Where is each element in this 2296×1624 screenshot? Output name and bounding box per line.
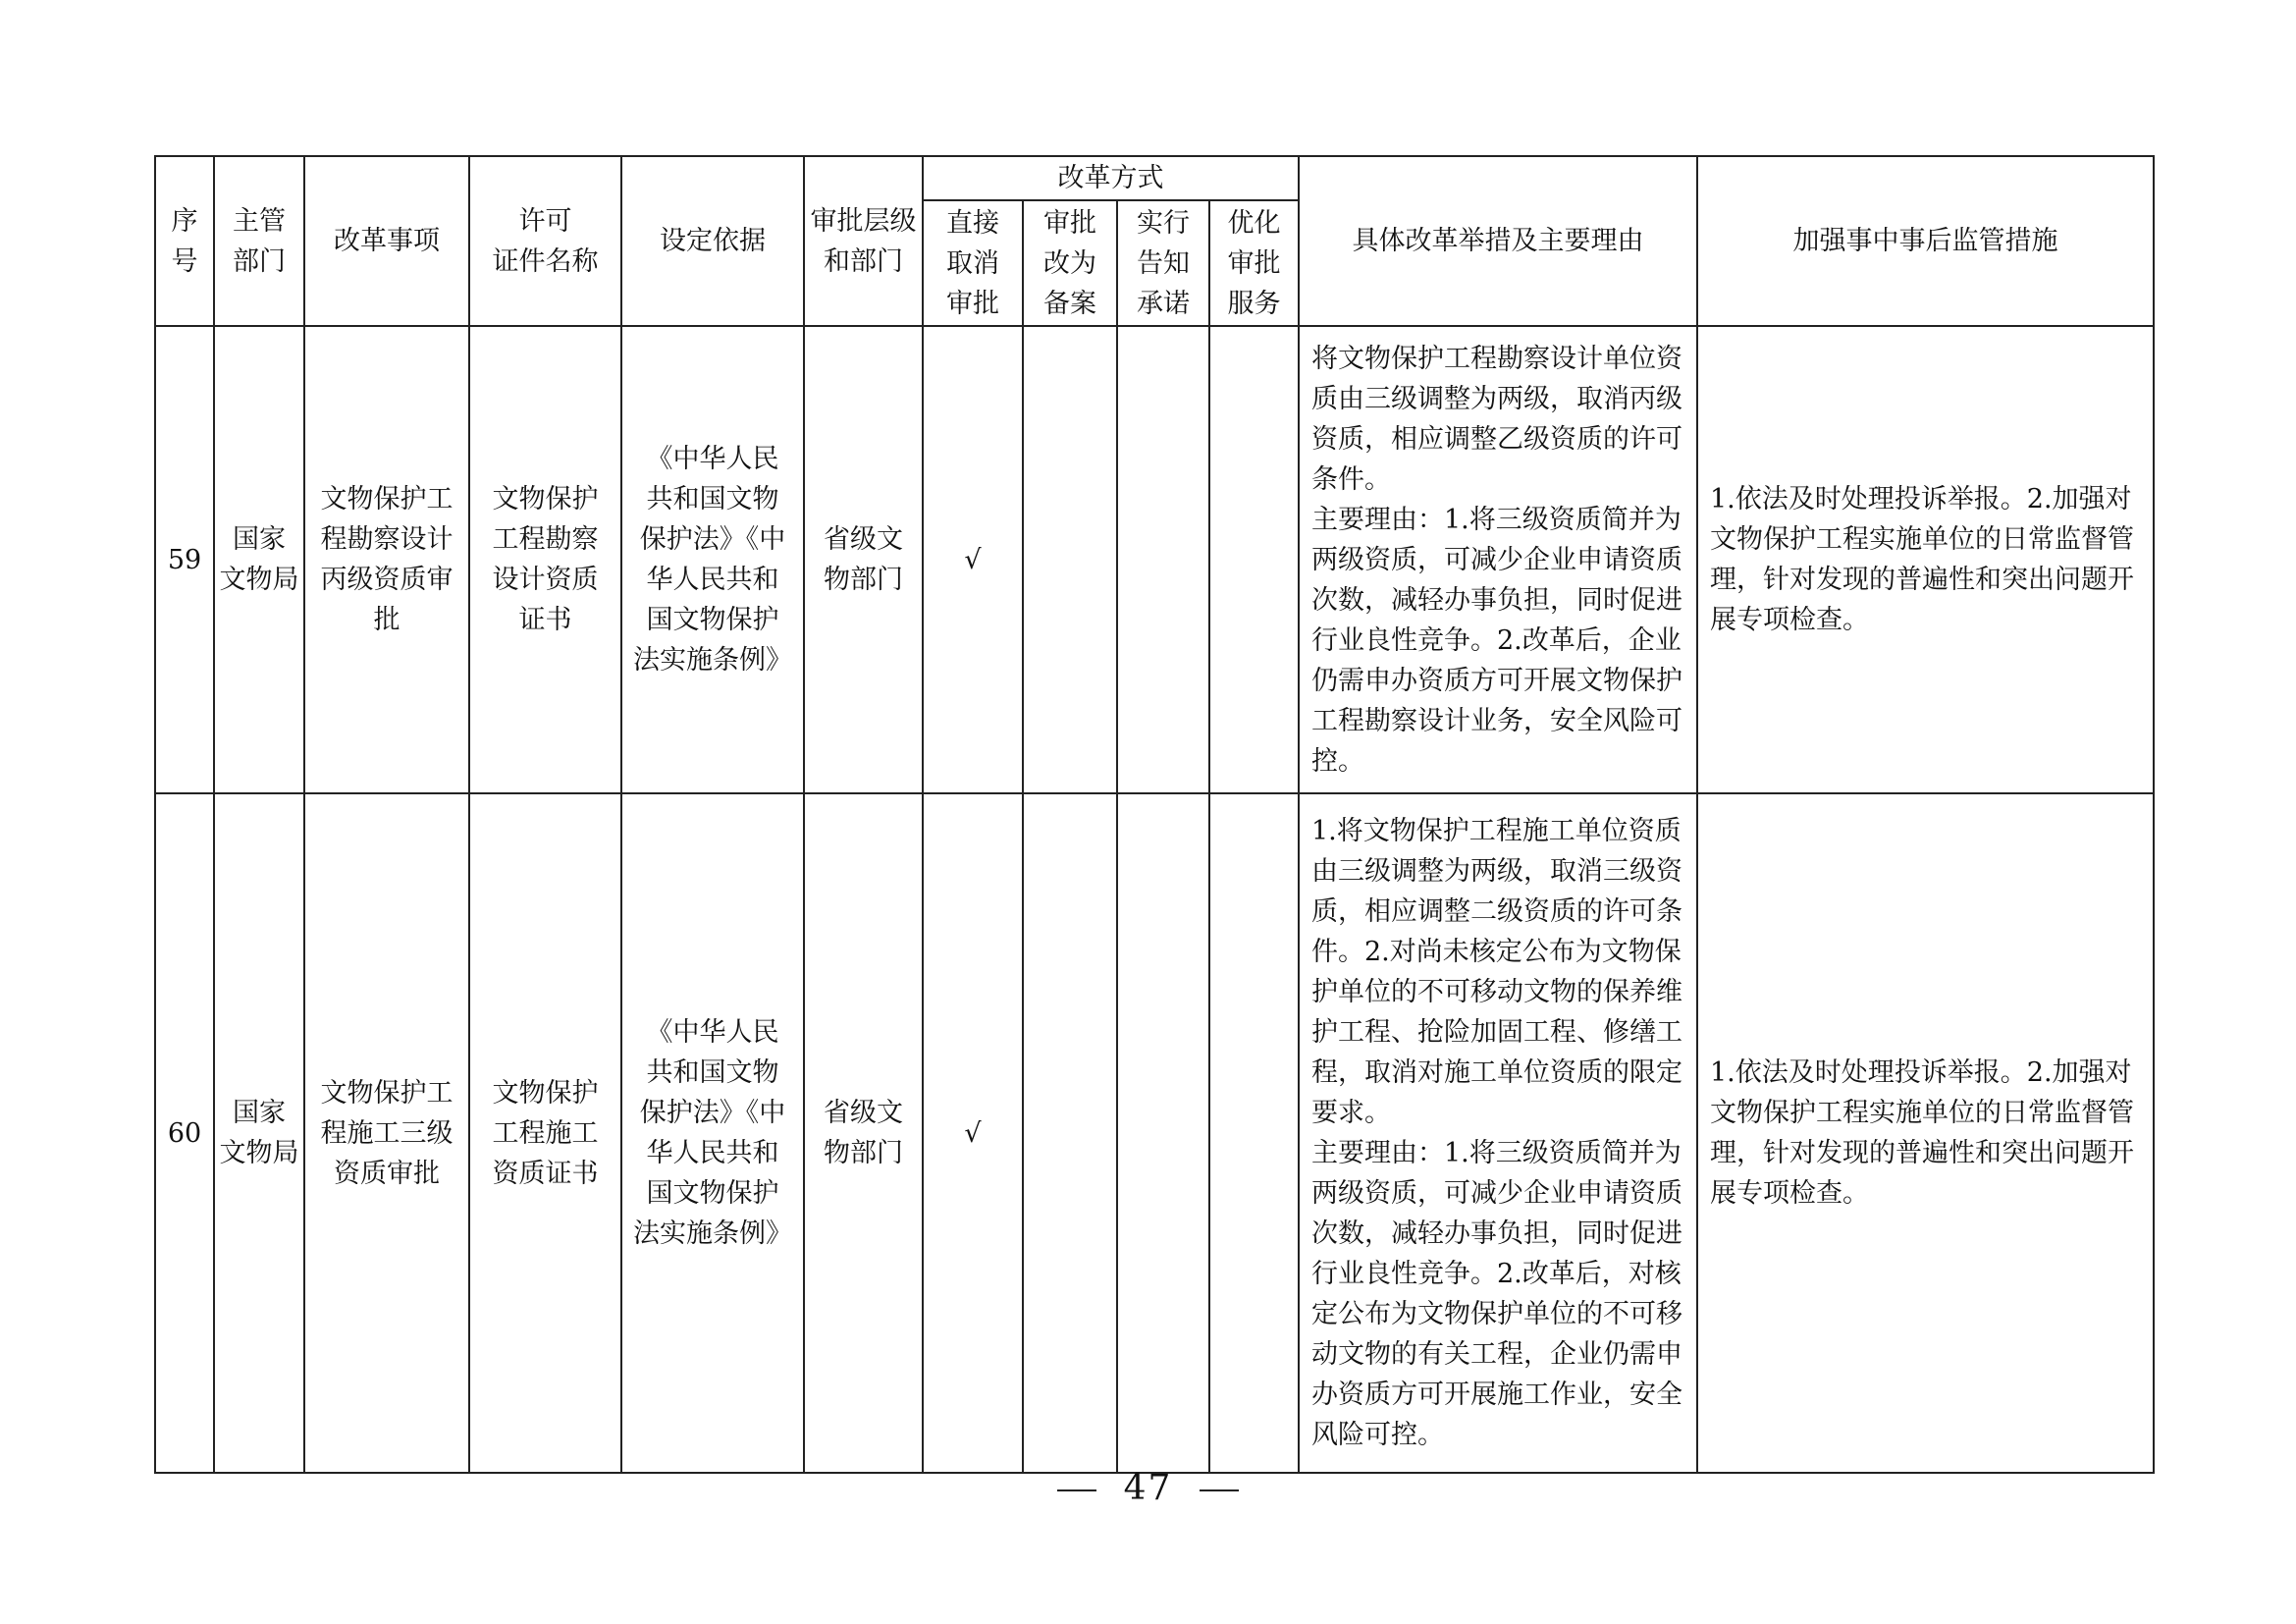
cell-supervision: 1.依法及时处理投诉举报。2.加强对文物保护工程实施单位的日常监督管理，针对发现的普遍性和突出问题开展专项检查。 bbox=[1697, 793, 2154, 1473]
cell-supervision: 1.依法及时处理投诉举报。2.加强对文物保护工程实施单位的日常监督管理，针对发现的普遍性和突出问题开展专项检查。 bbox=[1697, 326, 2154, 793]
cell-license: 文物保护 工程施工 资质证书 bbox=[469, 793, 621, 1473]
cell-notify-commit bbox=[1117, 793, 1209, 1473]
header-direct-cancel: 直接 取消 审批 bbox=[923, 200, 1023, 326]
cell-license: 文物保护 工程勘察 设计资质 证书 bbox=[469, 326, 621, 793]
header-optimize-service: 优化 审批 服务 bbox=[1209, 200, 1299, 326]
header-license: 许可 证件名称 bbox=[469, 156, 621, 326]
header-row bbox=[155, 156, 2154, 200]
cell-dept: 国家 文物局 bbox=[214, 326, 304, 793]
header-supervision: 加强事中事后监管措施 bbox=[1697, 156, 2154, 326]
header-level: 审批层级 和部门 bbox=[804, 156, 923, 326]
cell-item: 文物保护工 程勘察设计 丙级资质审 批 bbox=[304, 326, 469, 793]
cell-optimize-service bbox=[1209, 326, 1299, 793]
cell-seq: 60 bbox=[155, 793, 214, 1473]
cell-measures: 1.将文物保护工程施工单位资质由三级调整为两级，取消三级资质，相应调整二级资质的许可条件。2.对尚未核定公布为文物保护单位的不可移动文物的保养维护工程、抢险加固工程、修缮工程，取消对施工单位资质的限定要求。 主要理由：1.将三级资质简并为两级资质，可减少企业申请资质次数，减轻办事负担，同时促进行业良性竞争。2.改革后，对核定公布为文物保护单位的不可移动文物的有关工程，企业仍需申办资质方可开展施工作业，安全风险可控。 bbox=[1299, 793, 1697, 1473]
cell-basis: 《中华人民 共和国文物 保护法》《中 华人民共和 国文物保护 法实施条例》 bbox=[621, 793, 804, 1473]
cell-seq: 59 bbox=[155, 326, 214, 793]
table-row bbox=[155, 793, 2154, 1473]
reform-table bbox=[154, 155, 2155, 1474]
footer-dash-right bbox=[1200, 1489, 1239, 1491]
cell-notify-commit bbox=[1117, 326, 1209, 793]
cell-dept: 国家 文物局 bbox=[214, 793, 304, 1473]
page-footer bbox=[0, 1468, 2296, 1508]
header-to-filing: 审批 改为 备案 bbox=[1023, 200, 1117, 326]
header-measures: 具体改革举措及主要理由 bbox=[1299, 156, 1697, 326]
page-number: 47 bbox=[1123, 1468, 1173, 1508]
cell-level: 省级文 物部门 bbox=[804, 326, 923, 793]
cell-item: 文物保护工 程施工三级 资质审批 bbox=[304, 793, 469, 1473]
cell-basis: 《中华人民 共和国文物 保护法》《中 华人民共和 国文物保护 法实施条例》 bbox=[621, 326, 804, 793]
cell-direct-cancel-check: √ bbox=[923, 793, 1023, 1473]
cell-optimize-service bbox=[1209, 793, 1299, 1473]
header-item: 改革事项 bbox=[304, 156, 469, 326]
table-row bbox=[155, 326, 2154, 793]
header-notify-commit: 实行 告知 承诺 bbox=[1117, 200, 1209, 326]
header-basis: 设定依据 bbox=[621, 156, 804, 326]
header-dept: 主管 部门 bbox=[214, 156, 304, 326]
header-reform-method: 改革方式 bbox=[923, 156, 1299, 200]
cell-direct-cancel-check: √ bbox=[923, 326, 1023, 793]
cell-to-filing bbox=[1023, 326, 1117, 793]
cell-measures: 将文物保护工程勘察设计单位资质由三级调整为两级，取消丙级资质，相应调整乙级资质的许可条件。 主要理由：1.将三级资质简并为两级资质，可减少企业申请资质次数，减轻办事负担，同时促进行业良性竞争。2.改革后，企业仍需申办资质方可开展文物保护工程勘察设计业务，安全风险可控。 bbox=[1299, 326, 1697, 793]
footer-dash-left bbox=[1057, 1489, 1096, 1491]
header-seq: 序 号 bbox=[155, 156, 214, 326]
cell-to-filing bbox=[1023, 793, 1117, 1473]
cell-level: 省级文 物部门 bbox=[804, 793, 923, 1473]
